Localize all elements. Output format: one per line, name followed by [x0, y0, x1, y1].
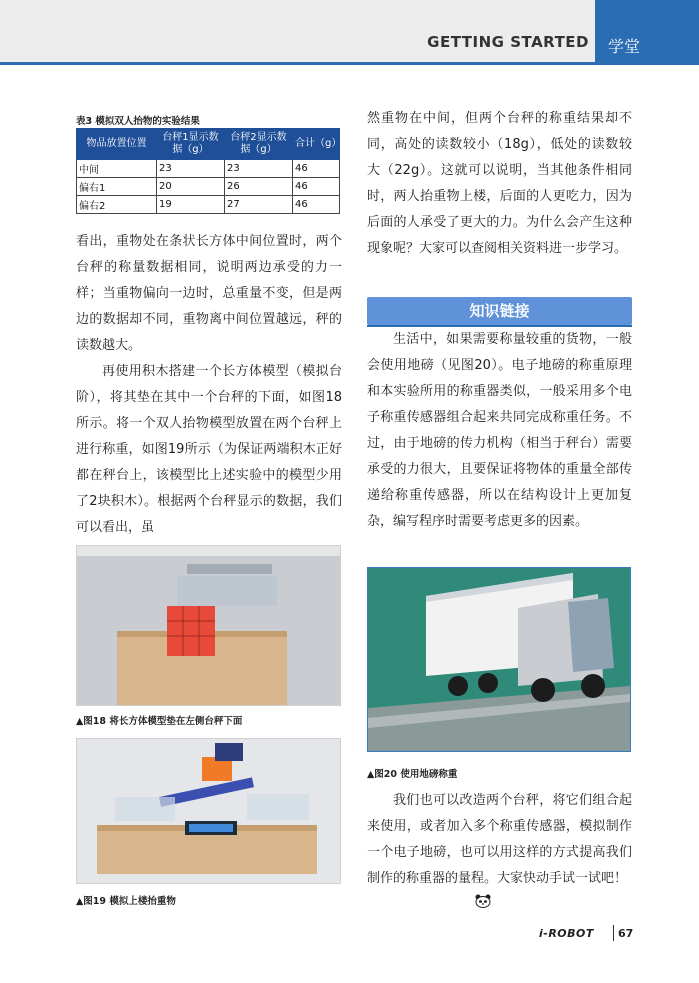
page-number: 67: [618, 927, 634, 940]
figure-19-photo: [76, 738, 341, 884]
table-cell: 27: [225, 196, 293, 214]
body-paragraph: 再使用积木搭建一个长方体模型（模拟台阶），将其垫在其中一个台秤的下面，如图18所示。将一个双人抬物模型放置在两个台秤上进行称重，如图19所示（为保证两端积木正好都在秤台上，该模型比上述实验中的模型少用了2块积木）。根据两个台秤显示的数据，我们可以看出，虽: [76, 364, 342, 535]
section-tab: 学堂: [595, 0, 699, 65]
col-header-scale1: 台秤1显示数据（g）: [157, 129, 225, 160]
table-cell: 46: [293, 160, 340, 178]
col-header-position: 物品放置位置: [77, 129, 157, 160]
table-cell: 偏右1: [77, 178, 157, 196]
body-paragraph: 然重物在中间，但两个台秤的称重结果却不同，高处的读数较小（18g），低处的读数较大（22g）。这就可以说明，当其他条件相同时，两人抬重物上楼，后面的人更吃力，因为后面的人承受了更大的力。为什么会产生这种现象呢？大家可以查阅相关资料进一步学习。: [367, 111, 632, 256]
table-row: [77, 196, 340, 214]
table-cell: 偏右2: [77, 196, 157, 214]
figure-18-caption: ▲图18 将长方体模型垫在左侧台秤下面: [76, 716, 243, 727]
table-row: [77, 178, 340, 196]
figure-19-caption: ▲图19 模拟上楼抬重物: [76, 896, 176, 907]
table-cell: 中间: [77, 160, 157, 178]
table-cell: 46: [293, 196, 340, 214]
table-cell: 20: [157, 178, 225, 196]
body-paragraph: 看出，重物处在条状长方体中间位置时，两个台秤的称量数据相同，说明两边承受的力一样；当重物偏向一边时，总重量不变，但是两边的数据却不同，重物离中间位置越远，秤的读数越大。: [76, 234, 342, 353]
footer-brand: i-ROBOT: [539, 927, 594, 940]
col-header-scale2: 台秤2显示数据（g）: [225, 129, 293, 160]
scale-model-photo: [77, 546, 340, 705]
section-title: GETTING STARTED: [427, 33, 589, 51]
header-rule: [0, 62, 595, 65]
col-header-total: 合计（g）: [293, 129, 340, 160]
table-cell: 46: [293, 178, 340, 196]
figure-18-photo: [76, 545, 341, 706]
body-paragraph: 我们也可以改造两个台秤，将它们组合起来使用，或者加入多个称重传感器，模拟制作一个电子地磅，也可以用这样的方式提高我们制作的称重器的量程。大家快动手试一试吧！: [367, 793, 632, 886]
table-cell: 23: [157, 160, 225, 178]
footer-divider: [613, 925, 614, 941]
table-cell: 23: [225, 160, 293, 178]
table-row: [77, 160, 340, 178]
table-cell: 26: [225, 178, 293, 196]
table-cell: 19: [157, 196, 225, 214]
truck-on-weighbridge-photo: [368, 568, 630, 751]
table-caption: 表3 模拟双人抬物的实验结果: [76, 116, 200, 127]
body-paragraph: 生活中，如果需要称量较重的货物，一般会使用地磅（见图20）。电子地磅的称重原理和本实验所用的称重器类似，一般采用多个电子称重传感器组合起来共同完成称重任务。不过，由于地磅的传力机构（相当于秤台）需要承受的力很大，且要保证将物体的重量全部传递给称重传感器，所以在结构设计上更加复杂，编写程序时需要考虑更多的因素。: [367, 332, 632, 529]
panda-icon: [475, 893, 491, 907]
knowledge-link-banner: 知识链接: [367, 297, 632, 325]
stairs-model-photo: [77, 739, 340, 883]
figure-20-caption: ▲图20 使用地磅称重: [367, 769, 458, 780]
results-table: [76, 128, 340, 214]
figure-20-photo: [367, 567, 631, 752]
